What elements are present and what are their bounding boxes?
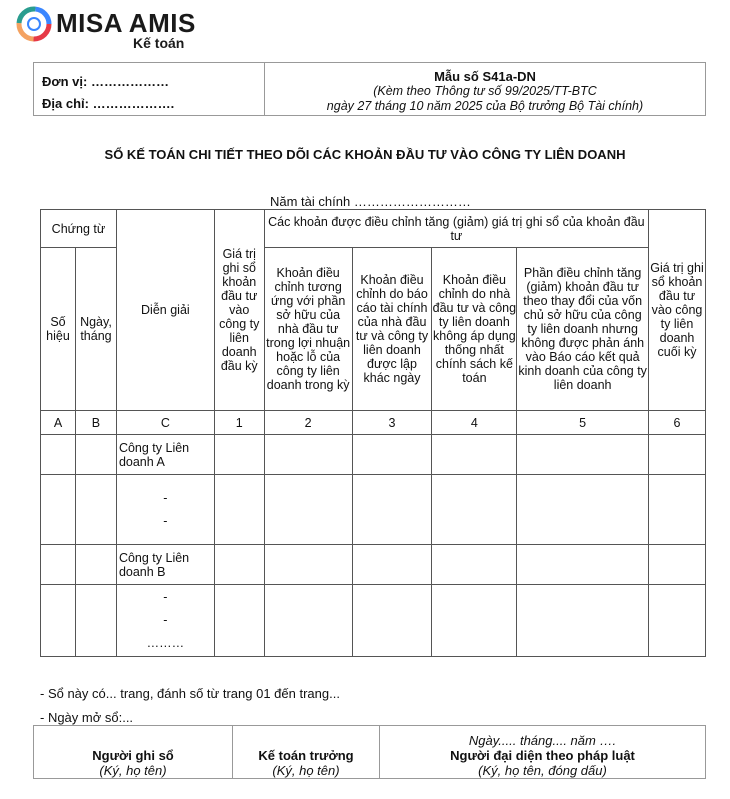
desc-header: Diễn giải	[116, 210, 214, 411]
code-cell: 2	[264, 411, 352, 435]
circular-date: ngày 27 tháng 10 năm 2025 của Bộ trưởng Bộ Tài chính)	[326, 99, 644, 113]
table-row	[41, 585, 706, 657]
unit-info	[34, 63, 265, 116]
page-title: SỔ KẾ TOÁN CHI TIẾT THEO DÕI CÁC KHOẢN ĐẦU TƯ VÀO CÔNG TY LIÊN DOANH	[104, 147, 626, 162]
recorder-signature	[34, 726, 233, 779]
jv-b-label: Công ty Liên doanh B	[116, 545, 214, 585]
table-row	[41, 545, 706, 585]
recorder-title: Người ghi sổ	[92, 748, 174, 763]
jv-a-label: Công ty Liên doanh A	[116, 435, 214, 475]
legal-note: (Ký, họ tên, đóng dấu)	[478, 763, 607, 778]
jv-a-dashes	[116, 475, 214, 545]
adj3-header: Khoản điều chỉnh do nhà đầu tư và công ty liên doanh không áp dụng thống nhất chính sách kế toán	[432, 248, 517, 411]
dash-item: -	[163, 490, 168, 505]
voucher-date-header: Ngày, tháng	[75, 248, 116, 411]
ledger-table	[40, 209, 706, 657]
address-label: Địa chỉ: ……………….	[42, 96, 175, 111]
adj1-header: Khoản điều chỉnh tương ứng với phần sở hữu của nhà đầu tư trong lợi nhuận hoặc lỗ của công ty liên doanh trong kỳ	[264, 248, 352, 411]
table-row	[41, 435, 706, 475]
legal-title: Người đại diện theo pháp luật	[450, 748, 635, 763]
brand-logo	[16, 4, 216, 51]
code-cell: B	[75, 411, 116, 435]
legal-signature	[380, 726, 706, 779]
unit-label: Đơn vị: ………………	[42, 74, 169, 89]
dash-item: -	[163, 590, 168, 604]
brand-sub: Kế toán	[133, 35, 185, 51]
fiscal-year: Năm tài chính ………………………	[270, 194, 471, 209]
adj2-header: Khoản điều chỉnh do báo cáo tài chính của nhà đầu tư và công ty liên doanh được lập khác ngày	[352, 248, 432, 411]
adj4-header: Phần điều chỉnh tăng (giảm) khoản đầu tư theo thay đổi của vốn chủ sở hữu của công ty liên doanh nhưng không được phản ánh vào Báo cáo kết quả kinh doanh của công ty liên doanh	[517, 248, 649, 411]
page-count-note: - Sổ này có... trang, đánh số từ trang 01 đến trang...	[40, 686, 340, 701]
brand-name: MISA AMIS	[56, 8, 196, 38]
table-row	[41, 475, 706, 545]
chief-signature	[233, 726, 380, 779]
code-cell: 5	[517, 411, 649, 435]
dash-item: -	[163, 613, 168, 627]
form-number: Mẫu số S41a-DN	[434, 69, 536, 84]
dash-item: -	[163, 513, 168, 528]
jv-b-dashes	[116, 585, 214, 657]
open-date-note: - Ngày mở sổ:...	[40, 710, 134, 725]
form-info	[265, 63, 706, 116]
closing-header: Giá trị ghi sổ khoản đầu tư vào công ty liên doanh cuối kỳ	[649, 210, 706, 411]
voucher-header: Chứng từ	[41, 210, 117, 248]
code-cell: 4	[432, 411, 517, 435]
code-cell: A	[41, 411, 76, 435]
recorder-note: (Ký, họ tên)	[99, 763, 167, 778]
form-header	[33, 62, 706, 116]
chief-title: Kế toán trưởng	[258, 748, 354, 763]
misa-logo-icon	[16, 6, 52, 42]
code-cell: C	[116, 411, 214, 435]
signature-block	[33, 725, 706, 779]
circular-ref: (Kèm theo Thông tư số 99/2025/TT-BTC	[373, 84, 597, 98]
chief-note: (Ký, họ tên)	[272, 763, 340, 778]
voucher-no-header: Số hiệu	[41, 248, 76, 411]
code-cell: 1	[214, 411, 264, 435]
sign-date: Ngày..... tháng.... năm ….	[468, 733, 617, 748]
code-row	[41, 411, 706, 435]
adjust-group-header: Các khoản được điều chỉnh tăng (giảm) giá trị ghi sổ của khoản đầu tư	[264, 210, 648, 248]
code-cell: 6	[649, 411, 706, 435]
code-cell: 3	[352, 411, 432, 435]
opening-header: Giá trị ghi sổ khoản đầu tư vào công ty liên doanh đầu kỳ	[214, 210, 264, 411]
ellipsis-item: ………	[146, 636, 185, 650]
